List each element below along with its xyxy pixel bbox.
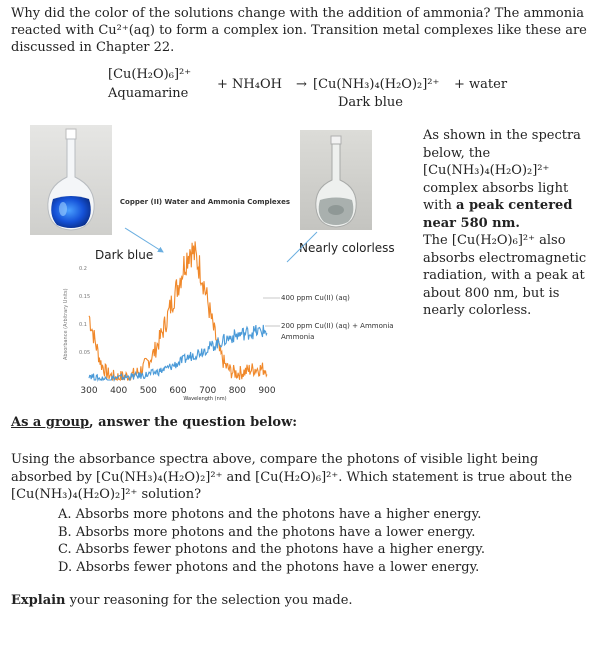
side-peak-580: a peak centered near 580 nm. — [423, 198, 573, 231]
y-tick-0.2: 0.2 — [79, 266, 87, 272]
explain-prompt — [11, 593, 353, 608]
reagent-label: + NH₄OH — [217, 77, 282, 92]
reactant-formula: [Cu(H₂O)₆]²⁺ — [108, 67, 192, 82]
x-tick-800: 800 — [228, 386, 246, 396]
option-b: B. Absorbs more photons and the photons have a lower energy. — [58, 524, 476, 540]
question-body: Using the absorbance spectra above, compare the photons of visible light being absorbed by [Cu(NH₃)₄(H₂O)₂]²⁺ and [Cu(H₂O)₆]²⁺. Which statement is true about the [Cu(NH₃)₄(H₂O)₂]²⁺ solution? — [11, 452, 573, 502]
option-d: D. Absorbs fewer photons and the photons have a lower energy. — [58, 559, 480, 575]
explain-bold: Explain — [11, 593, 66, 608]
product-formula: [Cu(NH₃)₄(H₂O)₂]²⁺ — [313, 77, 440, 92]
chart-y-axis-label: Absorbance (Arbitrary Units) — [63, 288, 69, 360]
legend-orange-series: 400 ppm Cu(II) (aq) — [281, 294, 350, 302]
side-complex-1: [Cu(NH₃)₄(H₂O)₂]²⁺ — [423, 163, 550, 178]
reaction-arrow: → — [296, 77, 307, 92]
side-text-3: The — [423, 233, 452, 248]
side-text-2: complex absorbs light with — [423, 180, 569, 213]
x-tick-300: 300 — [80, 386, 98, 396]
x-tick-500: 500 — [139, 386, 157, 396]
series-line-orange — [89, 241, 267, 380]
option-a: A. Absorbs more photons and the photons have a higher energy. — [58, 507, 482, 522]
question-heading-group: As a group — [11, 415, 90, 430]
absorbance-chart — [55, 190, 405, 410]
y-tick-0.1: 0.1 — [79, 322, 87, 328]
svg-text:Ammonia: Ammonia — [281, 333, 315, 341]
x-tick-900: 900 — [258, 386, 276, 396]
y-tick-0.15: 0.15 — [79, 294, 91, 300]
product-color-label: Dark blue — [338, 95, 403, 110]
byproduct-label: + water — [454, 77, 508, 92]
spectra-explanation — [423, 127, 601, 320]
side-complex-2: [Cu(H₂O)₆]²⁺ — [451, 233, 535, 248]
y-tick-0.05: 0.05 — [79, 350, 91, 356]
question-heading — [11, 415, 297, 430]
x-tick-400: 400 — [110, 386, 128, 396]
explain-rest: your reasoning for the selection you made. — [65, 593, 353, 608]
option-c: C. Absorbs fewer photons and the photons have a higher energy. — [58, 542, 485, 557]
question-heading-rest: , answer the question below: — [89, 415, 298, 430]
chart-title: Copper (II) Water and Ammonia Complexes — [119, 198, 291, 206]
legend-blue-series: 200 ppm Cu(II) (aq) + Ammonia — [281, 322, 394, 330]
answer-options — [58, 506, 485, 576]
intro-paragraph: Why did the color of the solutions change with the addition of ammonia? The ammonia reacted with Cu²⁺(aq) to form a complex ion. Transition metal complexes like these are discussed in Chapter 22. — [11, 6, 587, 55]
side-text-1: As shown in the spectra below, the — [423, 128, 581, 161]
x-tick-700: 700 — [199, 386, 217, 396]
reactant-color-label: Aquamarine — [108, 86, 189, 101]
chart-x-axis-label: Wavelength (nm) — [183, 396, 227, 402]
x-tick-600: 600 — [169, 386, 187, 396]
callout-dark-blue: Dark blue — [95, 248, 154, 262]
side-text-4: also absorbs electromagnetic radiation, with a peak at about 800 nm, but is nearly colorless. — [423, 233, 587, 318]
callout-nearly-colorless: Nearly colorless — [299, 241, 395, 255]
